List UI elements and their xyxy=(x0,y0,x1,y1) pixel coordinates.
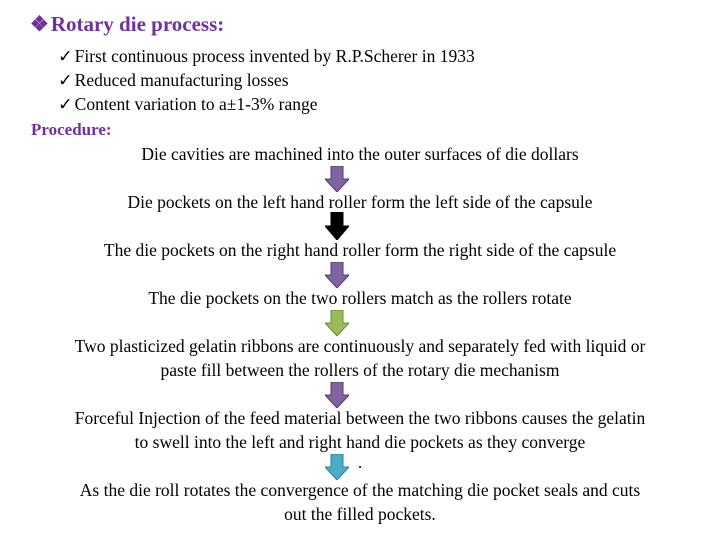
title-text: Rotary die process: xyxy=(50,12,225,36)
bullet-item xyxy=(58,70,289,91)
procedure-step xyxy=(0,190,720,214)
slide-title xyxy=(30,12,224,37)
down-arrow-icon xyxy=(325,212,349,240)
procedure-step xyxy=(0,406,720,470)
bullet-item xyxy=(58,94,318,115)
step-line: out the filled pockets. xyxy=(284,504,436,524)
diamond-bullet-icon: ❖ xyxy=(30,12,49,36)
bullet-text: Reduced manufacturing losses xyxy=(74,70,289,90)
step-line: paste fill between the rollers of the rotary die mechanism xyxy=(160,360,560,380)
procedure-step xyxy=(0,334,720,382)
checkmark-icon: ✓ xyxy=(58,94,73,114)
procedure-step xyxy=(0,238,720,262)
bullet-text: First continuous process invented by R.P.Scherer in 1933 xyxy=(74,46,475,66)
procedure-heading: Procedure: xyxy=(31,120,112,139)
step-line: Forceful Injection of the feed material between the two ribbons causes the gelatin xyxy=(74,408,646,428)
down-arrow-icon xyxy=(325,262,349,288)
step-line: . xyxy=(357,452,363,472)
step-line: Die cavities are machined into the outer surfaces of die dollars xyxy=(141,144,579,164)
down-arrow-icon xyxy=(325,166,349,192)
step-line: The die pockets on the right hand roller form the right side of the capsule xyxy=(103,240,617,260)
bullet-text: Content variation to a±1-3% range xyxy=(74,94,318,114)
bullet-item xyxy=(58,46,475,67)
step-line: Die pockets on the left hand roller form the left side of the capsule xyxy=(127,192,593,212)
down-arrow-icon xyxy=(325,382,349,408)
down-arrow-icon xyxy=(325,454,349,480)
procedure-step xyxy=(0,142,720,166)
step-line: The die pockets on the two rollers match as the rollers rotate xyxy=(148,288,572,308)
checkmark-icon: ✓ xyxy=(58,70,73,90)
step-line: to swell into the left and right hand die pockets as they converge xyxy=(134,432,586,452)
procedure-step xyxy=(0,478,720,526)
step-line: Two plasticized gelatin ribbons are continuously and separately fed with liquid or xyxy=(74,336,646,356)
procedure-step xyxy=(0,286,720,310)
step-line: As the die roll rotates the convergence of the matching die pocket seals and cuts xyxy=(79,480,641,500)
checkmark-icon: ✓ xyxy=(58,46,73,66)
down-arrow-icon xyxy=(325,310,349,336)
